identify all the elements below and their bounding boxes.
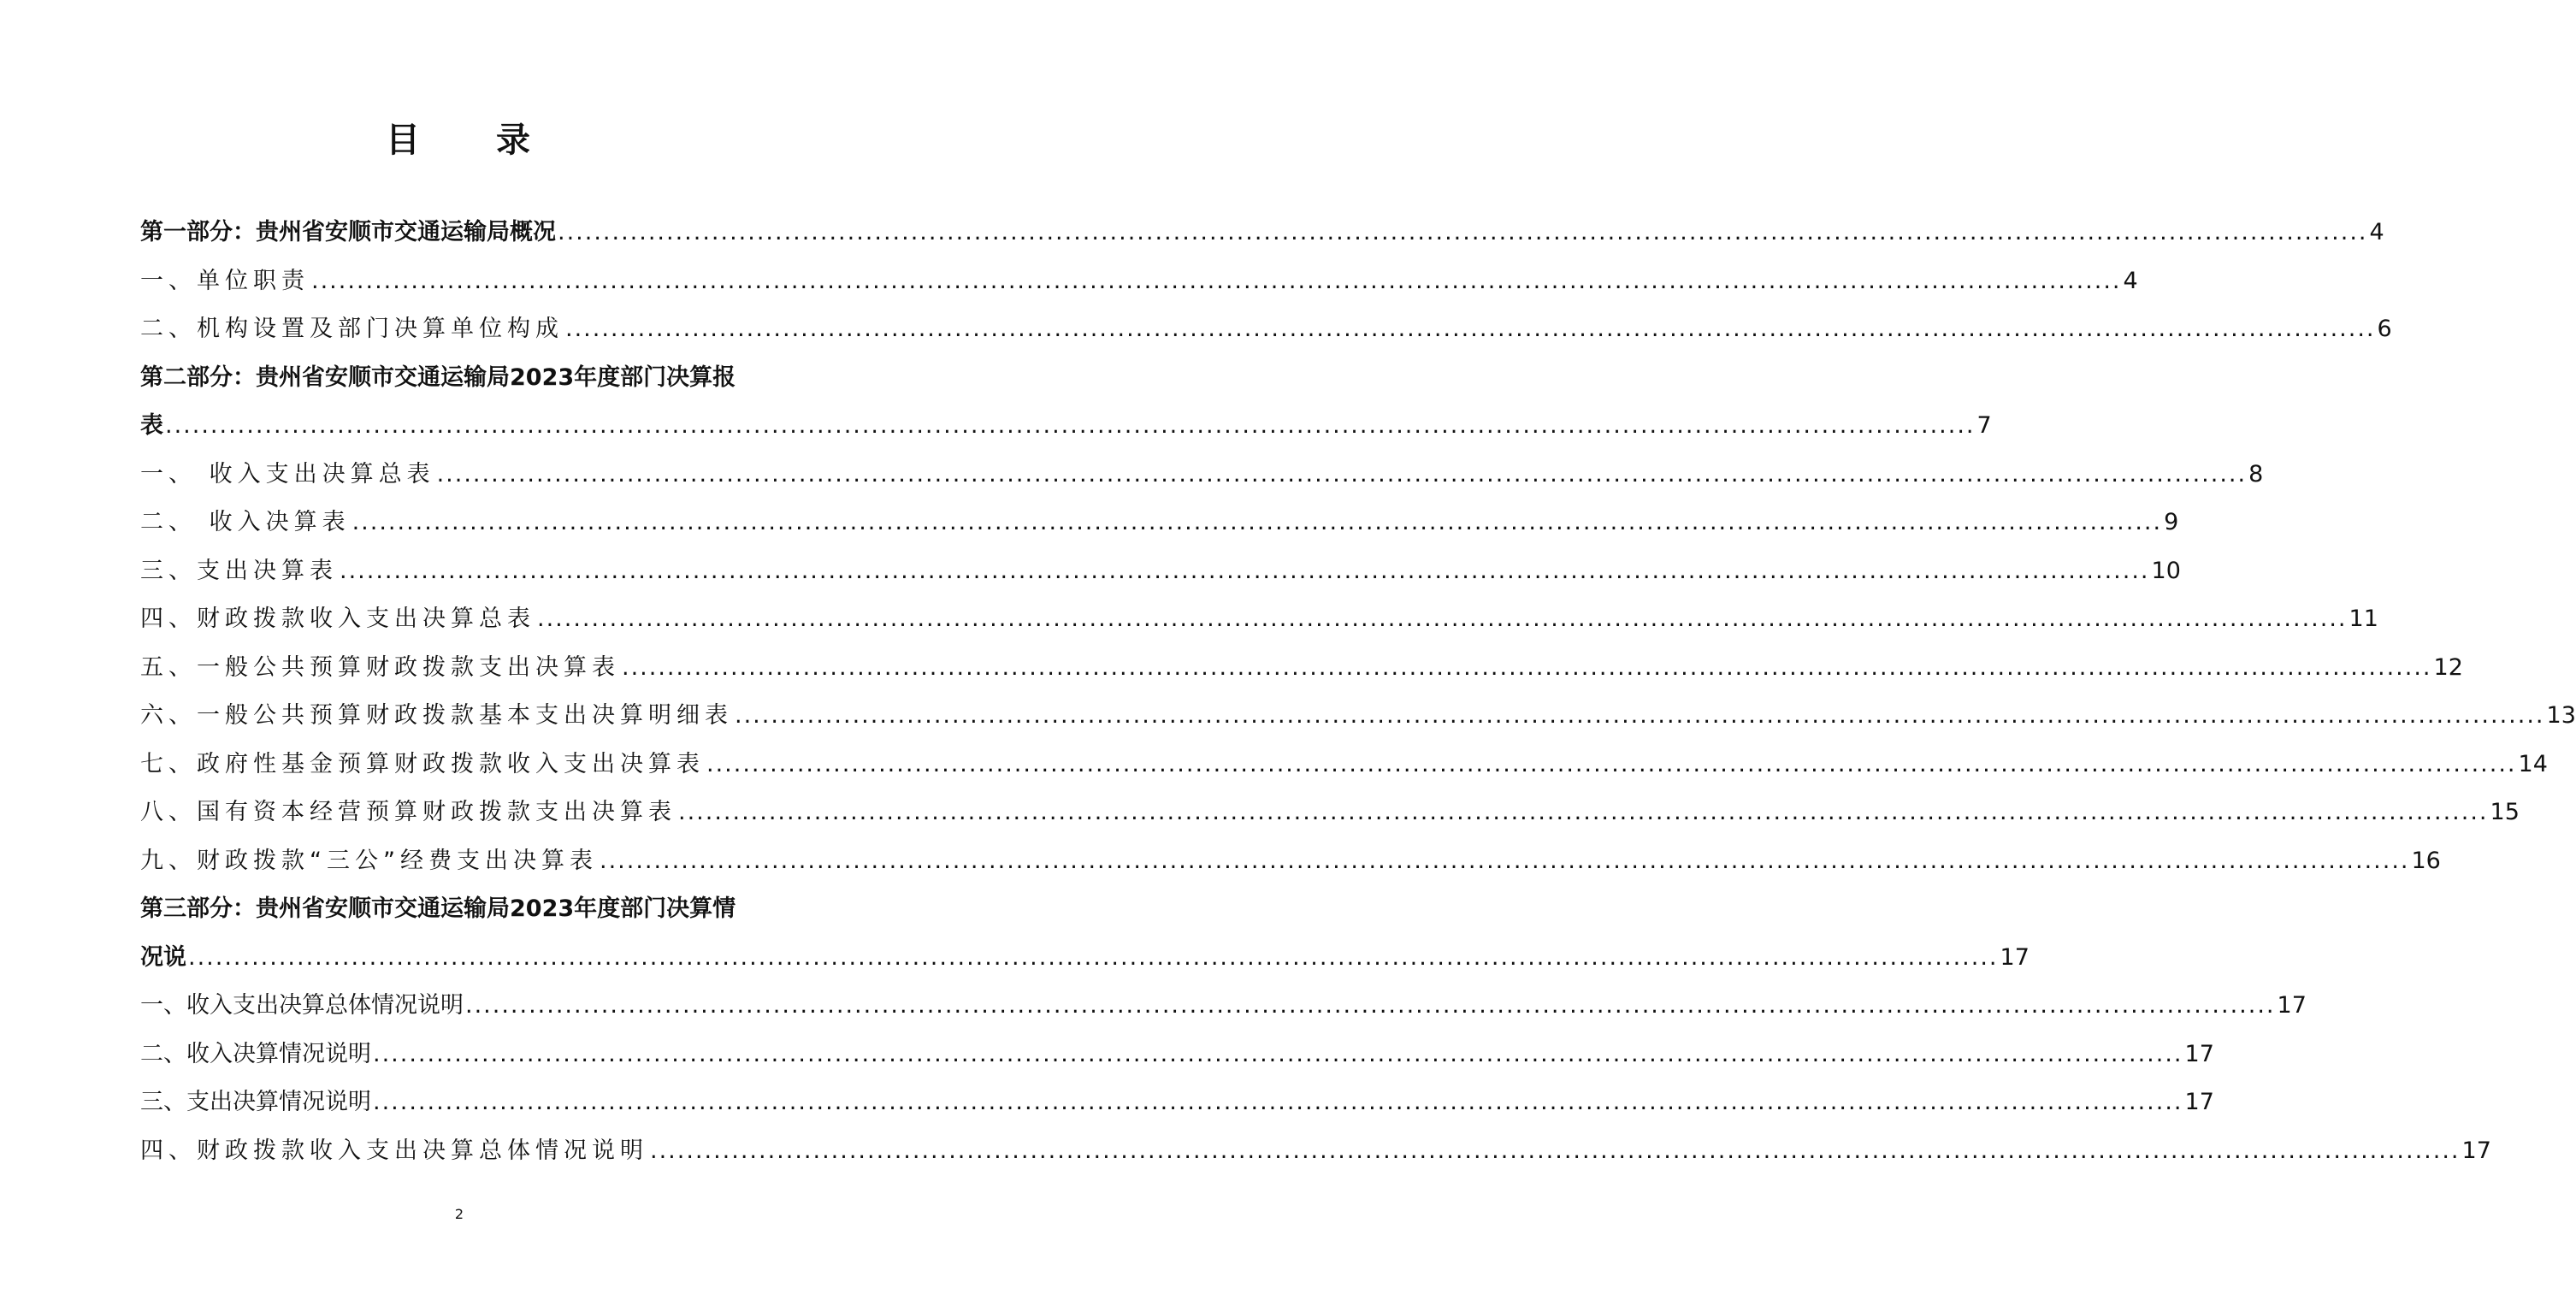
toc-entry-label: 八、国有资本经营预算财政拨款支出决算表	[140, 799, 676, 825]
toc-entry-page: 14	[2518, 750, 2548, 777]
toc-dot-leader: ........................................................................................................................................................................................................	[465, 992, 2276, 1019]
toc-entry[interactable]	[140, 305, 2392, 354]
toc-entry-label: 二、机构设置及部门决算单位构成	[140, 316, 564, 342]
toc-entry-label: 三、支出决算情况说明	[140, 1089, 371, 1115]
toc-entry[interactable]	[140, 692, 2576, 741]
toc-entry-page: 13	[2546, 702, 2576, 729]
toc-entry[interactable]	[140, 1031, 2214, 1079]
toc-entry-page: 15	[2490, 799, 2520, 825]
toc-entry[interactable]	[140, 1078, 2214, 1127]
toc-entry-page: 17	[2461, 1137, 2491, 1164]
toc-entry-page: 12	[2433, 653, 2463, 681]
toc-entry[interactable]	[140, 644, 2463, 693]
toc-entry[interactable]	[140, 209, 2384, 257]
toc-entry[interactable]	[140, 402, 1992, 451]
toc-entry-label: 五、一般公共预算财政拨款支出决算表	[140, 653, 620, 681]
toc-entry-page: 4	[2123, 267, 2138, 294]
toc-entry[interactable]	[140, 451, 2264, 499]
toc-entry-page: 6	[2377, 316, 2392, 342]
page-number: 2	[454, 1206, 464, 1222]
toc-entry-page: 16	[2411, 847, 2441, 874]
toc-entry-label: 三、支出决算表	[140, 557, 338, 584]
toc-entry-label: 一、收入支出决算总体情况说明	[140, 992, 464, 1019]
toc-entry[interactable]	[140, 1127, 2491, 1176]
toc-entry-label: 六、一般公共预算财政拨款基本支出决算明细表	[140, 702, 733, 729]
toc-dot-leader: ........................................................................................................................................................................................................	[188, 943, 1999, 971]
toc-dot-leader: ........................................................................................................................................................................................................	[565, 316, 2376, 342]
toc-entry-label: 四、财政拨款收入支出决算总表	[140, 606, 535, 632]
toc-entry[interactable]	[140, 982, 2307, 1031]
toc-entry-label: 第三部分：贵州省安顺市交通运输局2023年度部门决算情	[140, 895, 736, 922]
toc-dot-leader: ........................................................................................................................................................................................................	[311, 267, 2122, 294]
toc-entry-page: 17	[2277, 992, 2307, 1019]
toc-entry[interactable]	[140, 741, 2548, 789]
toc-entry[interactable]	[140, 885, 780, 934]
toc-dot-leader: ........................................................................................................................................................................................................	[706, 750, 2517, 777]
toc-entry[interactable]	[140, 547, 2181, 596]
toc-entry-label: 九、财政拨款“三公”经费支出决算表	[140, 847, 598, 874]
toc-dot-leader: ........................................................................................................................................................................................................	[622, 653, 2432, 681]
toc-entry-page: 8	[2248, 460, 2264, 488]
toc-entry-page: 17	[2184, 1089, 2214, 1115]
toc-entry[interactable]	[140, 837, 2441, 886]
toc-entry-page: 10	[2151, 557, 2181, 584]
toc-entry[interactable]	[140, 789, 2520, 837]
toc-dot-leader: ........................................................................................................................................................................................................	[650, 1137, 2461, 1164]
toc-entry[interactable]	[140, 257, 2138, 306]
toc-dot-leader: ........................................................................................................................................................................................................	[678, 799, 2489, 825]
toc-entry-label: 第一部分：贵州省安顺市交通运输局概况	[140, 219, 556, 245]
toc-entry-label: 一、单位职责	[140, 267, 310, 294]
toc-dot-leader: ........................................................................................................................................................................................................	[735, 702, 2545, 729]
toc-entry[interactable]	[140, 595, 2378, 644]
toc-dot-leader: ........................................................................................................................................................................................................	[340, 557, 2150, 584]
toc-entry-label: 表	[140, 412, 163, 439]
toc-dot-leader: ........................................................................................................................................................................................................	[352, 509, 2163, 535]
toc-entry-label: 七、政府性基金预算财政拨款收入支出决算表	[140, 750, 705, 777]
toc-entry-page: 4	[2369, 219, 2384, 245]
toc-entry-label: 四、财政拨款收入支出决算总体情况说明	[140, 1137, 648, 1164]
toc-dot-leader: ........................................................................................................................................................................................................	[599, 847, 2410, 874]
toc-entry-page: 17	[2184, 1040, 2214, 1067]
toc-dot-leader: ........................................................................................................................................................................................................	[558, 219, 2368, 245]
toc-entry-label: 第二部分：贵州省安顺市交通运输局2023年度部门决算报	[140, 363, 736, 391]
toc-entry-page: 7	[1976, 412, 1992, 439]
toc-dot-leader: ........................................................................................................................................................................................................	[436, 460, 2248, 488]
toc-entry-label: 一、 收入支出决算总表	[140, 460, 435, 488]
toc-entry[interactable]	[140, 354, 780, 403]
toc-dot-leader: ........................................................................................................................................................................................................	[537, 606, 2348, 632]
toc-entry[interactable]	[140, 934, 2029, 983]
toc-entry-label: 二、 收入决算表	[140, 509, 351, 535]
table-of-contents	[140, 209, 2576, 1175]
toc-entry-label: 况说	[140, 943, 186, 971]
toc-entry-label: 二、收入决算情况说明	[140, 1040, 371, 1067]
toc-dot-leader: ........................................................................................................................................................................................................	[165, 412, 1976, 439]
toc-dot-leader: ........................................................................................................................................................................................................	[373, 1089, 2183, 1115]
toc-entry-page: 9	[2164, 509, 2179, 535]
toc-entry[interactable]	[140, 499, 2179, 547]
page-title: 目 录	[386, 121, 533, 160]
toc-entry-page: 11	[2349, 606, 2378, 632]
toc-dot-leader: ........................................................................................................................................................................................................	[373, 1040, 2183, 1067]
toc-entry-page: 17	[2000, 943, 2029, 971]
